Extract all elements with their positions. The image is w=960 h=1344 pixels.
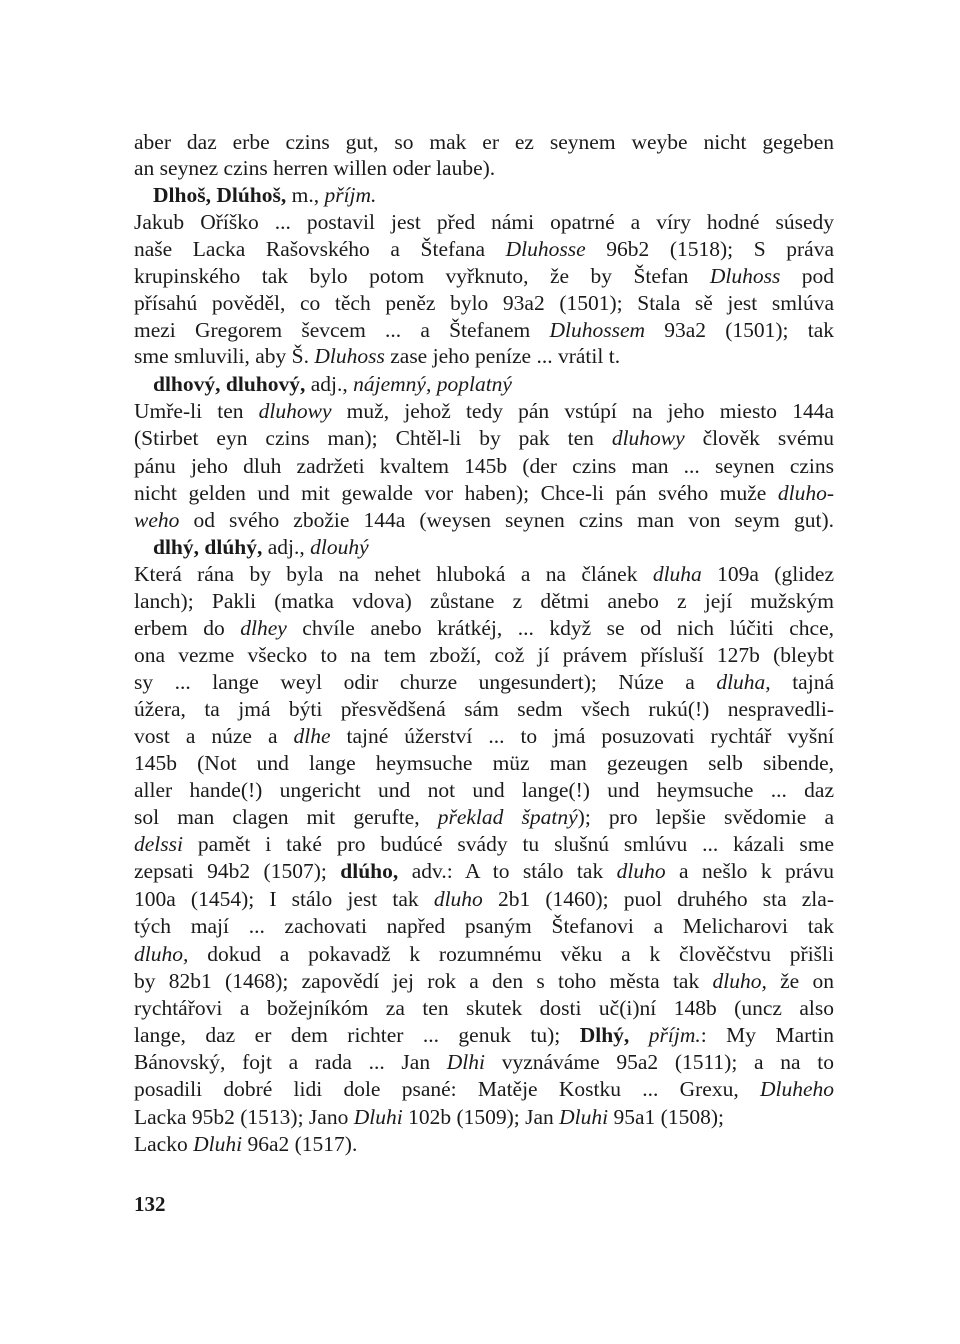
text-run: ona vezme všecko to na tem zboží, což jí právem přísluší 127b (bleybt [134,643,834,667]
text-line [134,587,834,615]
text-run: dluhowy [611,426,685,450]
text-run: příjm. [324,183,377,207]
text-run: pamět i také pro budúcé svády tu slušnú smlúvu ... kázali sme [182,832,834,856]
text-run: příjm. [648,1023,701,1047]
text-run: dokud a pokavadž k rozumnému věku a k člověčstvu přišli [188,942,834,966]
text-run: adj., [262,535,311,559]
text-line [134,994,834,1022]
text-line [134,1021,834,1049]
text-run: krupinského tak bylo potom vyřknuto, že by Štefan [134,264,710,288]
text-run: přísahú pověděl, co těch peněz bylo 93a2 (1501); Stala sě jest smlúva [134,291,834,315]
text-run: Dluhi [559,1105,609,1129]
text-run: Dluhoss [709,264,781,288]
text-run: dlouhý [310,535,369,559]
text-run: dluhowy [258,399,332,423]
text-run: vyznáváme 95a2 (1511); a na to [485,1050,834,1074]
text-run: pod [780,264,835,288]
text-run: Umře-li ten [134,399,259,423]
text-run: 100a (1454); I stálo jest tak [134,887,434,911]
text-run: 96b2 (1518); S práva [585,237,835,261]
text-run: erbem do [134,616,241,640]
text-run: lange, daz er dem richter ... genuk tu); [134,1023,580,1047]
text-run: 96a2 (1517). [242,1132,358,1156]
text-run: nicht gelden und mit gewalde vor haben); Chce-li pán svého muže [134,481,778,505]
text-line [134,912,834,940]
text-run: Dluhi [353,1105,403,1129]
text-line [134,479,834,507]
text-run: 145b (Not und lange heymsuche müz man gezeugen selb sibende, [134,751,834,775]
text-run: Dluhosse [505,237,586,261]
text-run: překlad špatný [437,805,578,829]
text-run: úžera, ta jmá býti přesvědšená sám sedm všech rukú(!) nespravedli- [134,697,834,721]
text-run: Dlhý, [579,1023,630,1047]
text-run: naše Lacka Rašovského a Štefana [134,237,506,261]
page-number: 132 [134,1192,166,1216]
text-run: člověk svému [684,426,834,450]
text-run: a nešlo k právu [665,859,834,883]
text-line [134,830,834,858]
text-run: : My Martin [700,1023,834,1047]
text-run: dlhový, dluhový, [153,372,306,396]
text-run: dluha, [716,670,771,694]
text-line [134,967,834,995]
text-run: delssi [134,832,183,856]
text-run: dluho [433,887,483,911]
text-run: mezi Gregorem ševcem ... a Štefanem [134,318,550,342]
text-run: chvíle anebo krátkéj, ... když se od nich lúčiti chce, [286,616,834,640]
text-line [134,128,834,156]
text-run: aller hande(!) ungericht und not und lange(!) und heymsuche ... daz [134,778,834,802]
text-line [134,641,834,669]
text-run: dlhe [293,724,331,748]
text-run: dluho [616,859,666,883]
text-run: Dlhoš, Dlúhoš, [153,183,287,207]
text-run: 109a (glidez [701,562,834,586]
text-line [134,722,834,750]
text-run: dluha [652,562,702,586]
text-run: dlúho, [340,859,399,883]
text-line [134,940,834,968]
text-run: tajná [770,670,834,694]
text-run: zase jeho peníze ... vrátil t. [384,344,621,368]
text-run: dlhey [240,616,287,640]
text-run: muž, jehož tedy pán vstúpí na jeho miesto 144a [331,399,834,423]
text-run: weho [134,508,180,532]
text-run: Dluhossem [549,318,646,342]
text-run: dluho, [712,969,767,993]
text-line [134,397,834,425]
text-run [629,1023,648,1047]
text-line [134,452,834,480]
text-run: 95a1 (1508); [608,1105,724,1129]
text-line [134,885,834,913]
text-run: adv.: A to stálo tak [398,859,617,883]
text-run: sme smluvili, aby Š. [134,344,315,368]
text-run: 2b1 (1460); puol druhého sta zla- [482,887,834,911]
text-run: Bánovský, fojt a rada ... Jan [134,1050,447,1074]
text-run: aber daz erbe czins gut, so mak er ez seynem weybe nicht gegeben [134,130,834,154]
text-line [153,370,834,398]
text-line [134,560,834,588]
text-run: 93a2 (1501); tak [645,318,835,342]
text-line [134,1103,834,1131]
text-line [134,154,834,182]
text-line [134,262,834,290]
text-line [134,803,834,831]
text-line [134,424,834,452]
text-line [153,533,834,561]
text-run: zepsati 94b2 (1507); [134,859,341,883]
text-run: vost a núze a [134,724,294,748]
text-line [134,289,834,317]
text-line [134,614,834,642]
text-run: posadili dobré lidi dole psané: Matěje Kostku ... Grexu, [134,1077,760,1101]
text-run: od svého zbožie 144a (weysen seynen czins man von seym gut). [179,508,834,532]
text-line [134,316,834,344]
text-run: lanch); Pakli (matka vdova) zůstane z dětmi anebo z její mužským [134,589,834,613]
text-line [134,776,834,804]
text-line [134,668,834,696]
text-line [134,208,834,236]
text-run: Dluhoss [314,344,385,368]
text-line [134,857,834,885]
text-line [134,342,834,370]
text-run: tých mají ... zachovati napřed psaným Štefanovi a Melicharovi tak [134,914,834,938]
text-run: Dlhi [446,1050,486,1074]
text-run: Lacko [134,1132,194,1156]
text-run: ); pro lepšie svědomie a [577,805,835,829]
text-run: sol man clagen mit gerufte, [134,805,438,829]
text-run: Jakub Oříško ... postavil jest před námi opatrné a víry hodné súsedy [134,210,834,234]
text-run: m., [286,183,325,207]
text-line [134,1130,834,1158]
text-line [134,1048,834,1076]
text-run: Dluhi [193,1132,243,1156]
text-run: 102b (1509); Jan [402,1105,560,1129]
text-run: sy ... lange weyl odir churze ungesundert); Núze a [134,670,717,694]
text-run: by 82b1 (1468); zapovědí jej rok a den s toho města tak [134,969,713,993]
text-run: že on [766,969,834,993]
text-run: an seynez czins herren willen oder laube). [134,156,496,180]
text-run: tajné úžerství ... to jmá posuzovati rychtář vyšní [330,724,834,748]
text-run: nájemný, poplatný [353,372,512,396]
text-line [134,749,834,777]
text-line [134,695,834,723]
text-line [153,181,834,209]
text-run: dluho, [134,942,189,966]
text-run: (Stirbet eyn czins man); Chtěl-li by pak ten [134,426,612,450]
text-line [134,506,834,534]
text-line [134,235,834,263]
text-run: rychtářovi a božejníkóm za ten skutek dosti uč(i)ní 148b (uncz also [134,996,834,1020]
text-run: pánu jeho dluh zadržeti kvaltem 145b (der czins man ... seynen czins [134,454,834,478]
text-run: Dluheho [759,1077,834,1101]
text-run: Která rána by byla na nehet hluboká a na článek [134,562,653,586]
text-run: dlhý, dlúhý, [153,535,263,559]
text-run: Lacka 95b2 (1513); Jano [134,1105,354,1129]
text-run: dluho- [777,481,834,505]
text-line [134,1075,834,1103]
text-run: adj., [305,372,354,396]
